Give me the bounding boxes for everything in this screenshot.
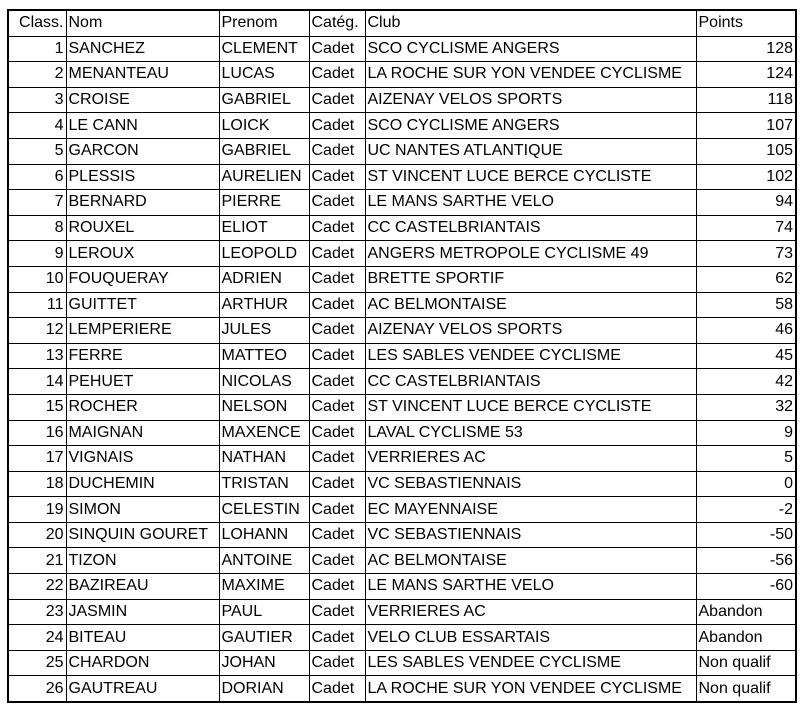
table-row xyxy=(8,113,796,139)
points-cell: -60 xyxy=(696,574,796,600)
club-cell: VERRIERES AC xyxy=(365,446,696,472)
points-cell: 73 xyxy=(696,241,796,267)
prenom-cell: PIERRE xyxy=(219,190,309,216)
rank-cell: 17 xyxy=(8,446,66,472)
nom-cell: DUCHEMIN xyxy=(66,471,219,497)
categ-cell: Cadet xyxy=(309,164,365,190)
rank-cell: 23 xyxy=(8,599,66,625)
prenom-cell: JULES xyxy=(219,318,309,344)
points-cell: -56 xyxy=(696,548,796,574)
categ-cell: Cadet xyxy=(309,446,365,472)
table-row xyxy=(8,87,796,113)
table-row xyxy=(8,548,796,574)
prenom-cell: NICOLAS xyxy=(219,369,309,395)
club-cell: UC NANTES ATLANTIQUE xyxy=(365,138,696,164)
categ-cell: Cadet xyxy=(309,36,365,62)
rank-cell: 10 xyxy=(8,266,66,292)
categ-cell: Cadet xyxy=(309,394,365,420)
rank-cell: 2 xyxy=(8,62,66,88)
rank-cell: 24 xyxy=(8,625,66,651)
prenom-cell: NATHAN xyxy=(219,446,309,472)
rank-cell: 6 xyxy=(8,164,66,190)
rank-cell: 26 xyxy=(8,676,66,702)
results-table xyxy=(7,9,797,703)
table-row xyxy=(8,599,796,625)
rank-cell: 25 xyxy=(8,650,66,676)
club-cell: AIZENAY VELOS SPORTS xyxy=(365,318,696,344)
nom-cell: JASMIN xyxy=(66,599,219,625)
categ-cell: Cadet xyxy=(309,62,365,88)
rank-cell: 12 xyxy=(8,318,66,344)
prenom-cell: JOHAN xyxy=(219,650,309,676)
categ-cell: Cadet xyxy=(309,138,365,164)
rank-cell: 1 xyxy=(8,36,66,62)
categ-cell: Cadet xyxy=(309,497,365,523)
prenom-cell: ANTOINE xyxy=(219,548,309,574)
prenom-cell: TRISTAN xyxy=(219,471,309,497)
nom-cell: LEMPERIERE xyxy=(66,318,219,344)
nom-cell: SINQUIN GOURET xyxy=(66,522,219,548)
club-cell: LES SABLES VENDEE CYCLISME xyxy=(365,343,696,369)
club-cell: LES SABLES VENDEE CYCLISME xyxy=(365,650,696,676)
club-cell: VELO CLUB ESSARTAIS xyxy=(365,625,696,651)
categ-cell: Cadet xyxy=(309,215,365,241)
rank-cell: 4 xyxy=(8,113,66,139)
points-cell: 62 xyxy=(696,266,796,292)
table-row xyxy=(8,446,796,472)
club-cell: CC CASTELBRIANTAIS xyxy=(365,215,696,241)
table-row xyxy=(8,574,796,600)
nom-cell: CROISE xyxy=(66,87,219,113)
categ-cell: Cadet xyxy=(309,522,365,548)
nom-cell: GUITTET xyxy=(66,292,219,318)
points-cell: Abandon xyxy=(696,599,796,625)
club-cell: SCO CYCLISME ANGERS xyxy=(365,113,696,139)
table-row xyxy=(8,471,796,497)
table-row xyxy=(8,164,796,190)
categ-cell: Cadet xyxy=(309,343,365,369)
nom-cell: LEROUX xyxy=(66,241,219,267)
table-row xyxy=(8,625,796,651)
club-cell: VC SEBASTIENNAIS xyxy=(365,522,696,548)
prenom-cell: GABRIEL xyxy=(219,87,309,113)
prenom-cell: GAUTIER xyxy=(219,625,309,651)
prenom-cell: PAUL xyxy=(219,599,309,625)
header-row xyxy=(8,10,796,36)
prenom-cell: LOICK xyxy=(219,113,309,139)
categ-cell: Cadet xyxy=(309,113,365,139)
categ-cell: Cadet xyxy=(309,471,365,497)
header-prenom: Prenom xyxy=(219,10,309,36)
categ-cell: Cadet xyxy=(309,87,365,113)
table-row xyxy=(8,190,796,216)
rank-cell: 20 xyxy=(8,522,66,548)
club-cell: AIZENAY VELOS SPORTS xyxy=(365,87,696,113)
table-row xyxy=(8,292,796,318)
club-cell: LE MANS SARTHE VELO xyxy=(365,574,696,600)
categ-cell: Cadet xyxy=(309,574,365,600)
nom-cell: VIGNAIS xyxy=(66,446,219,472)
points-cell: 124 xyxy=(696,62,796,88)
prenom-cell: LEOPOLD xyxy=(219,241,309,267)
table-row xyxy=(8,394,796,420)
prenom-cell: LOHANN xyxy=(219,522,309,548)
club-cell: AC BELMONTAISE xyxy=(365,292,696,318)
points-cell: Non qualif xyxy=(696,676,796,702)
rank-cell: 14 xyxy=(8,369,66,395)
table-row xyxy=(8,676,796,702)
prenom-cell: ADRIEN xyxy=(219,266,309,292)
prenom-cell: ARTHUR xyxy=(219,292,309,318)
points-cell: 58 xyxy=(696,292,796,318)
prenom-cell: CLEMENT xyxy=(219,36,309,62)
nom-cell: MENANTEAU xyxy=(66,62,219,88)
club-cell: VERRIERES AC xyxy=(365,599,696,625)
club-cell: CC CASTELBRIANTAIS xyxy=(365,369,696,395)
rank-cell: 16 xyxy=(8,420,66,446)
table-row xyxy=(8,420,796,446)
categ-cell: Cadet xyxy=(309,420,365,446)
points-cell: 102 xyxy=(696,164,796,190)
prenom-cell: AURELIEN xyxy=(219,164,309,190)
club-cell: ST VINCENT LUCE BERCE CYCLISTE xyxy=(365,164,696,190)
club-cell: ANGERS METROPOLE CYCLISME 49 xyxy=(365,241,696,267)
prenom-cell: GABRIEL xyxy=(219,138,309,164)
points-cell: -2 xyxy=(696,497,796,523)
rank-cell: 22 xyxy=(8,574,66,600)
rank-cell: 21 xyxy=(8,548,66,574)
table-row xyxy=(8,36,796,62)
table-row xyxy=(8,497,796,523)
header-categ: Catég. xyxy=(309,10,365,36)
prenom-cell: MAXENCE xyxy=(219,420,309,446)
nom-cell: CHARDON xyxy=(66,650,219,676)
nom-cell: ROCHER xyxy=(66,394,219,420)
prenom-cell: MATTEO xyxy=(219,343,309,369)
rank-cell: 18 xyxy=(8,471,66,497)
categ-cell: Cadet xyxy=(309,266,365,292)
nom-cell: PLESSIS xyxy=(66,164,219,190)
points-cell: 42 xyxy=(696,369,796,395)
points-cell: 105 xyxy=(696,138,796,164)
nom-cell: PEHUET xyxy=(66,369,219,395)
nom-cell: BITEAU xyxy=(66,625,219,651)
club-cell: LA ROCHE SUR YON VENDEE CYCLISME xyxy=(365,676,696,702)
club-cell: ST VINCENT LUCE BERCE CYCLISTE xyxy=(365,394,696,420)
table-row xyxy=(8,138,796,164)
nom-cell: MAIGNAN xyxy=(66,420,219,446)
rank-cell: 15 xyxy=(8,394,66,420)
categ-cell: Cadet xyxy=(309,599,365,625)
nom-cell: FOUQUERAY xyxy=(66,266,219,292)
club-cell: LA ROCHE SUR YON VENDEE CYCLISME xyxy=(365,62,696,88)
table-row xyxy=(8,522,796,548)
categ-cell: Cadet xyxy=(309,650,365,676)
points-cell: 5 xyxy=(696,446,796,472)
categ-cell: Cadet xyxy=(309,548,365,574)
table-row xyxy=(8,318,796,344)
points-cell: Non qualif xyxy=(696,650,796,676)
rank-cell: 9 xyxy=(8,241,66,267)
rank-cell: 11 xyxy=(8,292,66,318)
club-cell: BRETTE SPORTIF xyxy=(365,266,696,292)
categ-cell: Cadet xyxy=(309,292,365,318)
prenom-cell: DORIAN xyxy=(219,676,309,702)
nom-cell: BAZIREAU xyxy=(66,574,219,600)
rank-cell: 3 xyxy=(8,87,66,113)
rank-cell: 7 xyxy=(8,190,66,216)
nom-cell: SIMON xyxy=(66,497,219,523)
nom-cell: ROUXEL xyxy=(66,215,219,241)
rank-cell: 19 xyxy=(8,497,66,523)
table-row xyxy=(8,369,796,395)
prenom-cell: NELSON xyxy=(219,394,309,420)
categ-cell: Cadet xyxy=(309,190,365,216)
results-body xyxy=(8,36,796,702)
nom-cell: FERRE xyxy=(66,343,219,369)
points-cell: 45 xyxy=(696,343,796,369)
table-row xyxy=(8,241,796,267)
prenom-cell: LUCAS xyxy=(219,62,309,88)
rank-cell: 8 xyxy=(8,215,66,241)
table-row xyxy=(8,215,796,241)
points-cell: 32 xyxy=(696,394,796,420)
club-cell: AC BELMONTAISE xyxy=(365,548,696,574)
nom-cell: GARCON xyxy=(66,138,219,164)
nom-cell: BERNARD xyxy=(66,190,219,216)
points-cell: 128 xyxy=(696,36,796,62)
points-cell: 0 xyxy=(696,471,796,497)
categ-cell: Cadet xyxy=(309,241,365,267)
nom-cell: LE CANN xyxy=(66,113,219,139)
nom-cell: TIZON xyxy=(66,548,219,574)
table-row xyxy=(8,62,796,88)
categ-cell: Cadet xyxy=(309,625,365,651)
nom-cell: GAUTREAU xyxy=(66,676,219,702)
prenom-cell: MAXIME xyxy=(219,574,309,600)
categ-cell: Cadet xyxy=(309,369,365,395)
club-cell: VC SEBASTIENNAIS xyxy=(365,471,696,497)
categ-cell: Cadet xyxy=(309,676,365,702)
prenom-cell: CELESTIN xyxy=(219,497,309,523)
categ-cell: Cadet xyxy=(309,318,365,344)
points-cell: 118 xyxy=(696,87,796,113)
rank-cell: 5 xyxy=(8,138,66,164)
club-cell: LAVAL CYCLISME 53 xyxy=(365,420,696,446)
header-club: Club xyxy=(365,10,696,36)
club-cell: LE MANS SARTHE VELO xyxy=(365,190,696,216)
points-cell: -50 xyxy=(696,522,796,548)
points-cell: 74 xyxy=(696,215,796,241)
table-row xyxy=(8,650,796,676)
club-cell: SCO CYCLISME ANGERS xyxy=(365,36,696,62)
nom-cell: SANCHEZ xyxy=(66,36,219,62)
header-nom: Nom xyxy=(66,10,219,36)
header-points: Points xyxy=(696,10,796,36)
points-cell: 46 xyxy=(696,318,796,344)
points-cell: 94 xyxy=(696,190,796,216)
rank-cell: 13 xyxy=(8,343,66,369)
prenom-cell: ELIOT xyxy=(219,215,309,241)
points-cell: 9 xyxy=(696,420,796,446)
club-cell: EC MAYENNAISE xyxy=(365,497,696,523)
points-cell: 107 xyxy=(696,113,796,139)
points-cell: Abandon xyxy=(696,625,796,651)
table-row xyxy=(8,266,796,292)
header-rank: Class. xyxy=(8,10,66,36)
table-row xyxy=(8,343,796,369)
